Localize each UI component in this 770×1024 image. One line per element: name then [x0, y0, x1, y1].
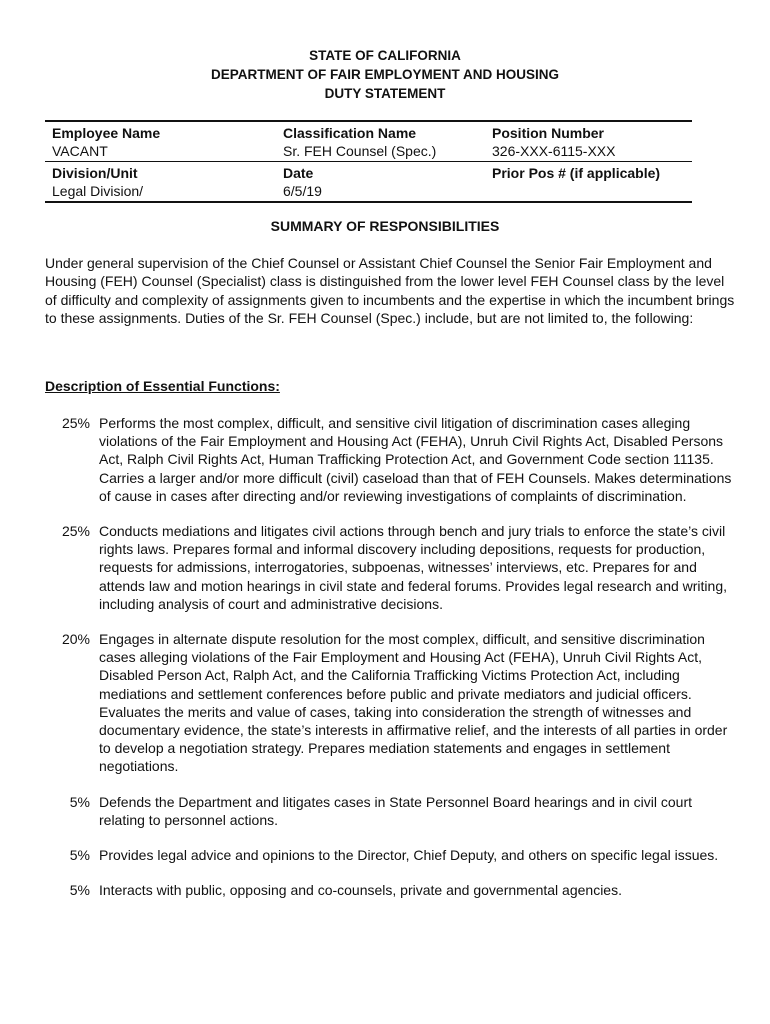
duty-item [45, 630, 735, 776]
classification-cell [283, 122, 492, 161]
division-cell [45, 162, 283, 201]
duty-percent: 25% [61, 523, 90, 540]
duty-item [45, 881, 735, 899]
header-state: STATE OF CALIFORNIA [309, 48, 461, 63]
division-value: Legal Division/ [52, 183, 144, 199]
position-number-label: Position Number [492, 125, 605, 141]
duty-percent: 25% [61, 415, 90, 431]
duty-text: Conducts mediations and litigates civil actions through bench and jury trials to enforce the state’s civil rights laws. Prepares formal and informal discovery including depositions, requests for production, requests for admissions, interrogatories, subpoenas, witnesses’ interviews, etc. Prepares for and attends law and motion hearings in civil state and federal forums. Provides legal research and writing, including analysis of court and administrative decisions. [99, 523, 727, 612]
duty-percent: 20% [61, 631, 90, 648]
date-cell [283, 162, 492, 201]
division-label: Division/Unit [52, 165, 138, 181]
employee-name-label: Employee Name [52, 125, 161, 141]
duty-text: Performs the most complex, difficult, and sensitive civil litigation of discrimination cases alleging violations of the Fair Employment and Housing Act (FEHA), Unruh Civil Rights Act, Disabled Persons Act, Ralph Civil Rights Act, Human Trafficking Protection Act, and Government Code section 11135. Carries a larger and/or more difficult (civil) caseload than that of FEH Counsels. Makes determinations of cause in cases after directing and/or reviewing investigations of complaints of discrimination. [99, 415, 732, 504]
employee-name-value: VACANT [52, 143, 108, 159]
document-header [0, 46, 770, 103]
classification-value: Sr. FEH Counsel (Spec.) [283, 143, 437, 159]
duty-item [45, 414, 735, 505]
classification-label: Classification Name [283, 125, 417, 141]
essential-functions-title: Description of Essential Functions: [45, 378, 280, 394]
duty-percent: 5% [69, 882, 90, 899]
summary-text: Under general supervision of the Chief Counsel or Assistant Chief Counsel the Senior Fair Employment and Housing (FEH) Counsel (Specialist) class is distinguished from the lower level FEH Counsel class by the level of difficulty and complexity of assignments given to incumbents and the expertise in which the incumbent brings to these assignments. Duties of the Sr. FEH Counsel (Spec.) include, but are not limited to, the following: [45, 255, 735, 327]
info-row-employee [45, 122, 692, 161]
summary-title: SUMMARY OF RESPONSIBILITIES [270, 218, 500, 234]
duty-percent: 5% [69, 847, 90, 864]
date-value: 6/5/19 [283, 183, 322, 199]
duty-text: Provides legal advice and opinions to the Director, Chief Deputy, and others on specific legal issues. [99, 847, 719, 864]
duty-text: Interacts with public, opposing and co-counsels, private and governmental agencies. [99, 882, 622, 899]
header-document-type: DUTY STATEMENT [324, 86, 446, 101]
prior-position-label: Prior Pos # (if applicable) [492, 165, 661, 181]
header-department: DEPARTMENT OF FAIR EMPLOYMENT AND HOUSING [210, 67, 559, 82]
position-number-cell [492, 122, 692, 161]
duty-text: Engages in alternate dispute resolution for the most complex, difficult, and sensitive discrimination cases alleging violations of the Fair Employment and Housing Act (FEHA), Unruh Civil Rights Act, Disabled Person Act, Ralph Act, and the California Trafficking Victims Protection Act, including mediations and settlement conferences before public and private mediators and judicial officers. Evaluates the merits and value of cases, taking into consideration the strength of witnesses and documentary evidence, the state’s interests in affirmative relief, and the interests of all parties in order to develop a negotiation strategy. Prepares mediation statements and engages in settlement negotiations. [99, 631, 728, 775]
duty-item [45, 522, 735, 613]
position-number-value: 326-XXX-6115-XXX [492, 143, 616, 159]
info-row-division [45, 161, 692, 201]
duty-item [45, 846, 735, 864]
duty-percent: 5% [69, 793, 90, 810]
employee-name-cell [45, 122, 283, 161]
prior-position-cell [492, 162, 692, 201]
position-info-table [45, 120, 692, 203]
duty-item [45, 793, 735, 829]
duties-list [45, 414, 735, 916]
date-label: Date [283, 165, 314, 181]
duty-text: Defends the Department and litigates cases in State Personnel Board hearings and in civil court relating to personnel actions. [99, 793, 693, 828]
